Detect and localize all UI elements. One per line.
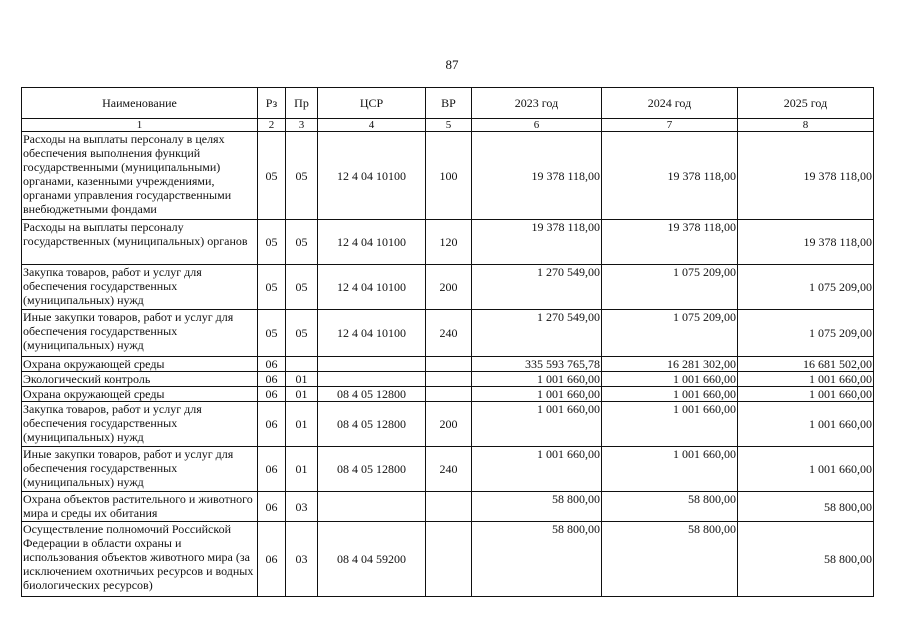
row-rz: 06 [258, 402, 286, 447]
row-name: Охрана окружающей среды [22, 387, 258, 402]
page-number: 87 [445, 57, 459, 72]
row-pr: 05 [286, 132, 318, 220]
table-row [22, 265, 874, 310]
column-number: 4 [318, 119, 426, 132]
row-amount-2023: 19 378 118,00 [472, 132, 602, 220]
row-csr [318, 372, 426, 387]
row-name: Закупка товаров, работ и услуг для обеспечения государственных (муниципальных) нужд [22, 265, 258, 310]
row-amount-2024: 19 378 118,00 [602, 132, 738, 220]
row-amount-2024: 1 001 660,00 [602, 447, 738, 492]
row-rz: 05 [258, 265, 286, 310]
table-row [22, 357, 874, 372]
row-csr: 12 4 04 10100 [318, 310, 426, 357]
row-amount-2025: 16 681 502,00 [738, 357, 874, 372]
header-rz: Рз [258, 88, 286, 119]
row-vr [426, 522, 472, 597]
row-csr: 12 4 04 10100 [318, 265, 426, 310]
row-amount-2023: 335 593 765,78 [472, 357, 602, 372]
row-rz: 06 [258, 387, 286, 402]
row-pr [286, 357, 318, 372]
row-amount-2024: 16 281 302,00 [602, 357, 738, 372]
row-amount-2023: 58 800,00 [472, 492, 602, 522]
row-amount-2025: 58 800,00 [738, 522, 874, 597]
row-vr [426, 387, 472, 402]
row-vr: 120 [426, 220, 472, 265]
row-amount-2025: 1 001 660,00 [738, 447, 874, 492]
header-row [22, 88, 874, 119]
row-vr: 100 [426, 132, 472, 220]
row-rz: 06 [258, 492, 286, 522]
row-amount-2023: 1 270 549,00 [472, 265, 602, 310]
row-rz: 06 [258, 357, 286, 372]
column-number: 1 [22, 119, 258, 132]
row-vr [426, 357, 472, 372]
row-amount-2025: 19 378 118,00 [738, 132, 874, 220]
row-vr: 240 [426, 310, 472, 357]
row-pr: 03 [286, 522, 318, 597]
row-amount-2023: 1 001 660,00 [472, 447, 602, 492]
row-rz: 06 [258, 522, 286, 597]
row-amount-2024: 58 800,00 [602, 492, 738, 522]
table-row [22, 402, 874, 447]
row-pr: 01 [286, 387, 318, 402]
table-row [22, 492, 874, 522]
header-name: Наименование [22, 88, 258, 119]
row-amount-2025: 58 800,00 [738, 492, 874, 522]
header-2024: 2024 год [602, 88, 738, 119]
row-rz: 05 [258, 310, 286, 357]
table-row [22, 310, 874, 357]
row-pr: 03 [286, 492, 318, 522]
header-vr: ВР [426, 88, 472, 119]
row-amount-2024: 1 001 660,00 [602, 387, 738, 402]
row-amount-2024: 1 001 660,00 [602, 372, 738, 387]
row-amount-2024: 1 001 660,00 [602, 402, 738, 447]
row-amount-2023: 1 001 660,00 [472, 402, 602, 447]
row-name: Расходы на выплаты персоналу в целях обеспечения выполнения функций государственными (муниципальными) органами, казенными учреждениями, органами управления государственными внебюджетными фондами [22, 132, 258, 220]
row-pr: 01 [286, 402, 318, 447]
row-name: Осуществление полномочий Российской Федерации в области охраны и использования объектов животного мира (за исключением охотничьих ресурсов и водных биологических ресурсов) [22, 522, 258, 597]
table-row [22, 387, 874, 402]
table-row [22, 522, 874, 597]
row-amount-2025: 1 001 660,00 [738, 387, 874, 402]
row-name: Экологический контроль [22, 372, 258, 387]
row-csr [318, 357, 426, 372]
row-pr: 05 [286, 310, 318, 357]
row-amount-2025: 19 378 118,00 [738, 220, 874, 265]
row-pr: 01 [286, 447, 318, 492]
header-csr: ЦСР [318, 88, 426, 119]
row-amount-2025: 1 075 209,00 [738, 310, 874, 357]
column-number: 3 [286, 119, 318, 132]
row-name: Иные закупки товаров, работ и услуг для обеспечения государственных (муниципальных) нужд [22, 310, 258, 357]
table-row [22, 132, 874, 220]
row-name: Охрана объектов растительного и животного мира и среды их обитания [22, 492, 258, 522]
row-amount-2024: 19 378 118,00 [602, 220, 738, 265]
budget-table [21, 87, 874, 597]
row-vr: 240 [426, 447, 472, 492]
row-csr [318, 492, 426, 522]
column-number: 5 [426, 119, 472, 132]
row-amount-2023: 1 270 549,00 [472, 310, 602, 357]
column-number-row [22, 119, 874, 132]
column-number: 6 [472, 119, 602, 132]
row-name: Иные закупки товаров, работ и услуг для обеспечения государственных (муниципальных) нужд [22, 447, 258, 492]
row-csr: 12 4 04 10100 [318, 220, 426, 265]
row-rz: 05 [258, 220, 286, 265]
header-pr: Пр [286, 88, 318, 119]
table-row [22, 220, 874, 265]
row-name: Закупка товаров, работ и услуг для обеспечения государственных (муниципальных) нужд [22, 402, 258, 447]
row-name: Охрана окружающей среды [22, 357, 258, 372]
row-pr: 05 [286, 220, 318, 265]
row-pr: 05 [286, 265, 318, 310]
header-2023: 2023 год [472, 88, 602, 119]
table-row [22, 447, 874, 492]
header-2025: 2025 год [738, 88, 874, 119]
row-pr: 01 [286, 372, 318, 387]
row-name: Расходы на выплаты персоналу государственных (муниципальных) органов [22, 220, 258, 265]
table-row [22, 372, 874, 387]
row-rz: 05 [258, 132, 286, 220]
row-csr: 08 4 04 59200 [318, 522, 426, 597]
row-csr: 08 4 05 12800 [318, 402, 426, 447]
row-amount-2023: 58 800,00 [472, 522, 602, 597]
row-vr [426, 492, 472, 522]
row-amount-2023: 19 378 118,00 [472, 220, 602, 265]
row-amount-2024: 1 075 209,00 [602, 265, 738, 310]
row-rz: 06 [258, 372, 286, 387]
row-amount-2025: 1 001 660,00 [738, 402, 874, 447]
row-amount-2025: 1 075 209,00 [738, 265, 874, 310]
column-number: 8 [738, 119, 874, 132]
column-number: 2 [258, 119, 286, 132]
row-vr: 200 [426, 402, 472, 447]
row-csr: 08 4 05 12800 [318, 387, 426, 402]
column-number: 7 [602, 119, 738, 132]
row-csr: 12 4 04 10100 [318, 132, 426, 220]
row-vr: 200 [426, 265, 472, 310]
row-amount-2023: 1 001 660,00 [472, 387, 602, 402]
row-amount-2024: 58 800,00 [602, 522, 738, 597]
row-csr: 08 4 05 12800 [318, 447, 426, 492]
row-rz: 06 [258, 447, 286, 492]
row-amount-2024: 1 075 209,00 [602, 310, 738, 357]
row-amount-2025: 1 001 660,00 [738, 372, 874, 387]
row-vr [426, 372, 472, 387]
row-amount-2023: 1 001 660,00 [472, 372, 602, 387]
